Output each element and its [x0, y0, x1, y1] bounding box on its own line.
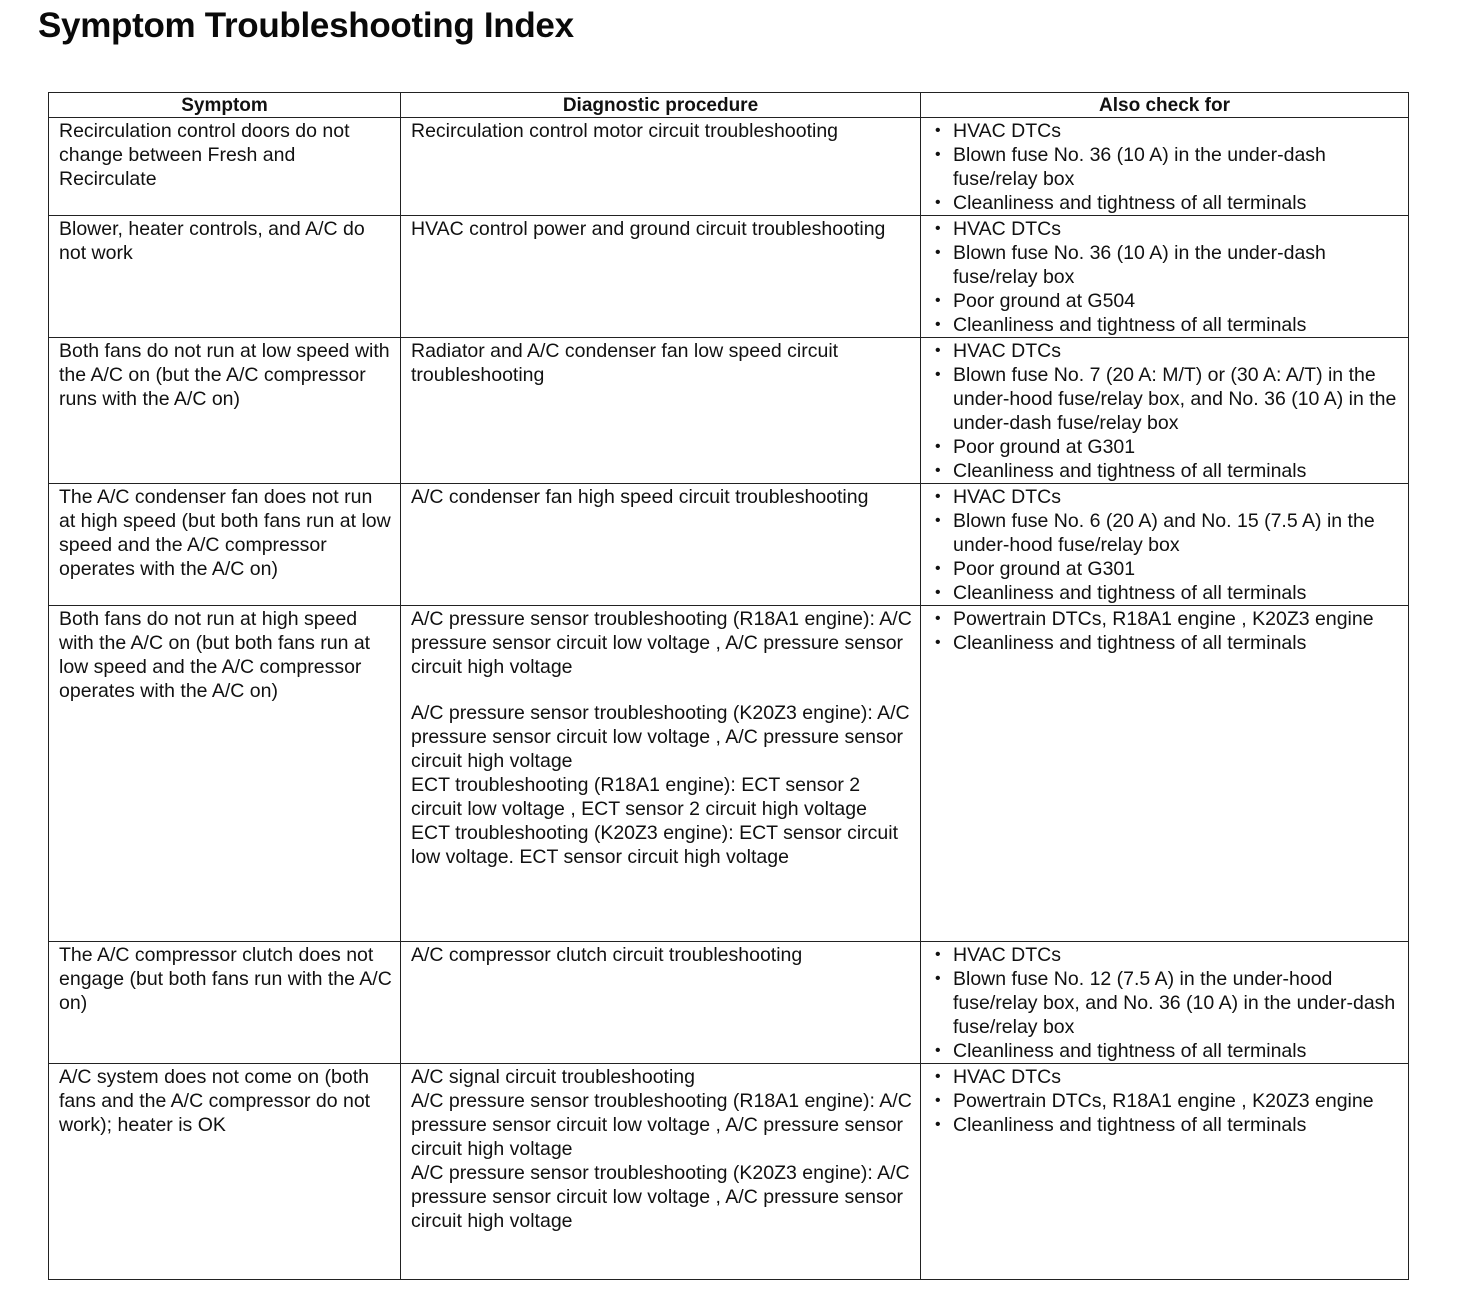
also-check-cell	[921, 118, 1409, 216]
also-check-list	[931, 485, 1400, 605]
procedure-line: A/C signal circuit troubleshooting	[411, 1066, 695, 1088]
list-item: • Blown fuse No. 36 (10 A) in the under-dash fuse/relay box	[931, 241, 1400, 289]
list-item: • Cleanliness and tightness of all terminals	[931, 459, 1400, 483]
table-row	[49, 606, 1409, 942]
list-item: • Blown fuse No. 12 (7.5 A) in the under-hood fuse/relay box, and No. 36 (10 A) in the under-dash fuse/relay box	[931, 967, 1400, 1039]
list-item: • Cleanliness and tightness of all terminals	[931, 631, 1400, 655]
page-title: Symptom Troubleshooting Index	[38, 6, 574, 45]
symptom-cell: Recirculation control doors do not change between Fresh and Recirculate	[49, 118, 401, 216]
list-item: • Blown fuse No. 7 (20 A: M/T) or (30 A: A/T) in the under-hood fuse/relay box, and No. 36 (10 A) in the under-dash fuse/relay box	[931, 363, 1400, 435]
symptom-index-table	[48, 92, 1409, 1280]
list-item: • HVAC DTCs	[931, 943, 1400, 967]
list-item: • Cleanliness and tightness of all terminals	[931, 581, 1400, 605]
procedure-line: A/C pressure sensor troubleshooting (K20Z3 engine): A/C pressure sensor circuit low voltage , A/C pressure sensor circuit high voltage	[411, 702, 910, 772]
procedure-spacer	[411, 679, 912, 701]
list-item: • Cleanliness and tightness of all terminals	[931, 1113, 1400, 1137]
list-item: • HVAC DTCs	[931, 339, 1400, 363]
symptom-cell: A/C system does not come on (both fans and the A/C compressor do not work); heater is OK	[49, 1064, 401, 1280]
header-symptom: Symptom	[49, 93, 401, 118]
procedure-cell	[401, 606, 921, 942]
procedure-line: A/C compressor clutch circuit troubleshooting	[411, 944, 803, 966]
list-item: • HVAC DTCs	[931, 119, 1400, 143]
table-row	[49, 338, 1409, 484]
also-check-list	[931, 607, 1400, 655]
symptom-cell: The A/C compressor clutch does not engage (but both fans run with the A/C on)	[49, 942, 401, 1064]
list-item: • Blown fuse No. 36 (10 A) in the under-dash fuse/relay box	[931, 143, 1400, 191]
also-check-list	[931, 943, 1400, 1063]
list-item: • HVAC DTCs	[931, 485, 1400, 509]
list-item: • Poor ground at G301	[931, 557, 1400, 581]
symptom-cell: Blower, heater controls, and A/C do not work	[49, 216, 401, 338]
list-item: • Cleanliness and tightness of all terminals	[931, 313, 1400, 337]
also-check-cell	[921, 606, 1409, 942]
procedure-cell	[401, 1064, 921, 1280]
procedure-line: A/C pressure sensor troubleshooting (R18A1 engine): A/C pressure sensor circuit low voltage , A/C pressure sensor circuit high voltage	[411, 608, 912, 678]
also-check-list	[931, 217, 1400, 337]
table-row	[49, 942, 1409, 1064]
procedure-line: ECT troubleshooting (K20Z3 engine): ECT sensor circuit low voltage. ECT sensor circuit high voltage	[411, 822, 899, 868]
also-check-list	[931, 339, 1400, 483]
procedure-cell	[401, 942, 921, 1064]
procedure-cell	[401, 338, 921, 484]
procedure-line: HVAC control power and ground circuit troubleshooting	[411, 218, 886, 240]
list-item: • HVAC DTCs	[931, 217, 1400, 241]
table-row	[49, 118, 1409, 216]
also-check-list	[931, 1065, 1400, 1137]
list-item: • Powertrain DTCs, R18A1 engine , K20Z3 engine	[931, 607, 1400, 631]
also-check-cell	[921, 942, 1409, 1064]
also-check-cell	[921, 338, 1409, 484]
procedure-line: Radiator and A/C condenser fan low speed circuit troubleshooting	[411, 340, 839, 386]
header-diagnostic-procedure: Diagnostic procedure	[401, 93, 921, 118]
also-check-cell	[921, 216, 1409, 338]
procedure-line: A/C pressure sensor troubleshooting (K20Z3 engine): A/C pressure sensor circuit low voltage , A/C pressure sensor circuit high voltage	[411, 1162, 910, 1232]
also-check-list	[931, 119, 1400, 215]
procedure-line: A/C condenser fan high speed circuit troubleshooting	[411, 486, 869, 508]
list-item: • Poor ground at G504	[931, 289, 1400, 313]
symptom-cell: The A/C condenser fan does not run at high speed (but both fans run at low speed and the A/C compressor operates with the A/C on)	[49, 484, 401, 606]
procedure-cell	[401, 484, 921, 606]
list-item: • Blown fuse No. 6 (20 A) and No. 15 (7.5 A) in the under-hood fuse/relay box	[931, 509, 1400, 557]
symptom-cell: Both fans do not run at high speed with the A/C on (but both fans run at low speed and the A/C compressor operates with the A/C on)	[49, 606, 401, 942]
list-item: • HVAC DTCs	[931, 1065, 1400, 1089]
list-item: • Poor ground at G301	[931, 435, 1400, 459]
list-item: • Cleanliness and tightness of all terminals	[931, 1039, 1400, 1063]
procedure-line: Recirculation control motor circuit troubleshooting	[411, 120, 839, 142]
also-check-cell	[921, 1064, 1409, 1280]
table-row	[49, 216, 1409, 338]
procedure-line: ECT troubleshooting (R18A1 engine): ECT sensor 2 circuit low voltage , ECT sensor 2 circuit high voltage	[411, 774, 867, 820]
procedure-cell	[401, 118, 921, 216]
table-row	[49, 484, 1409, 606]
list-item: • Powertrain DTCs, R18A1 engine , K20Z3 engine	[931, 1089, 1400, 1113]
procedure-line: A/C pressure sensor troubleshooting (R18A1 engine): A/C pressure sensor circuit low voltage , A/C pressure sensor circuit high voltage	[411, 1090, 912, 1160]
symptom-cell: Both fans do not run at low speed with the A/C on (but the A/C compressor runs with the A/C on)	[49, 338, 401, 484]
procedure-cell	[401, 216, 921, 338]
also-check-cell	[921, 484, 1409, 606]
header-also-check-for: Also check for	[921, 93, 1409, 118]
table-row	[49, 1064, 1409, 1280]
list-item: • Cleanliness and tightness of all terminals	[931, 191, 1400, 215]
header-row	[49, 93, 1409, 118]
